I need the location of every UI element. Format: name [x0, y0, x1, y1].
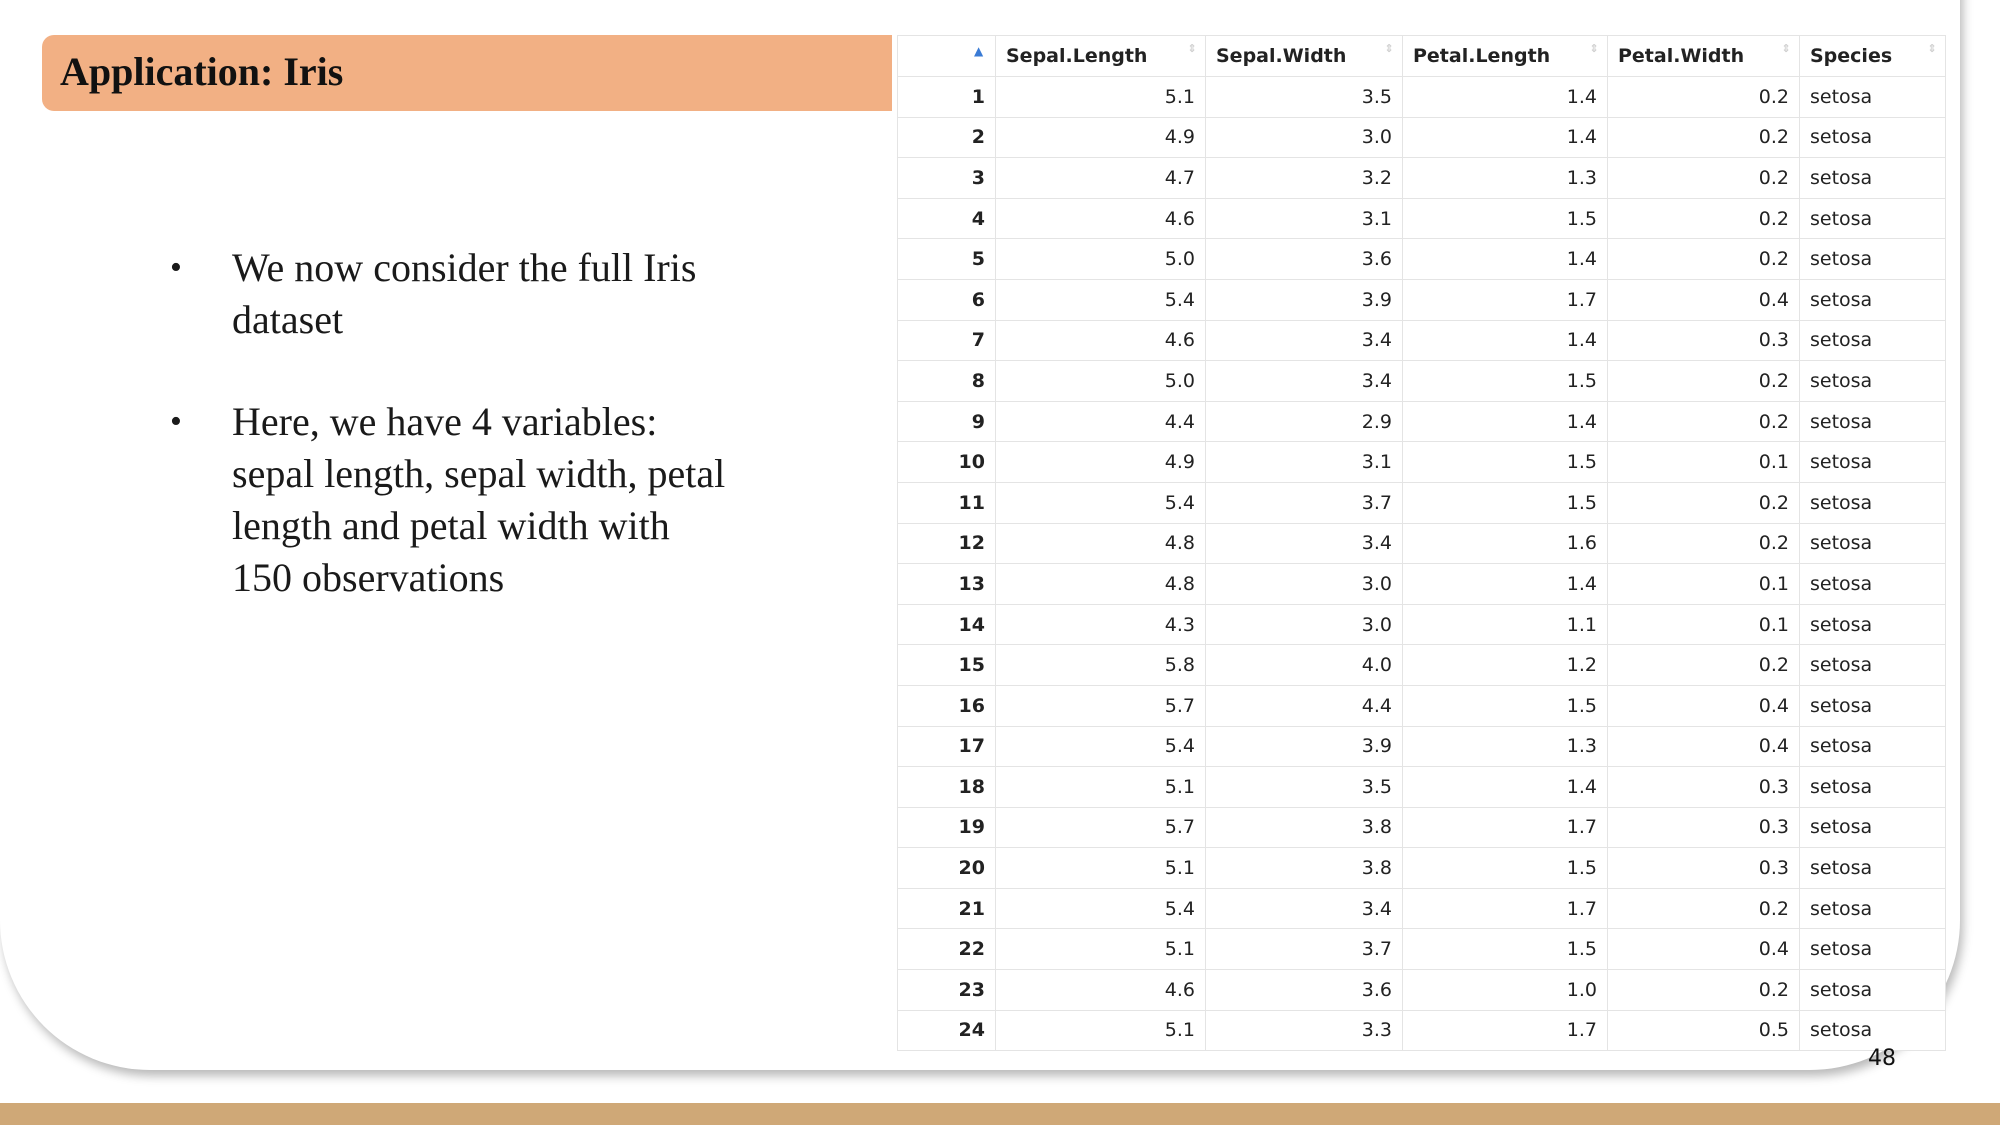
petal-length-cell: 1.5 [1403, 848, 1608, 889]
sepal-width-cell: 3.1 [1206, 442, 1403, 483]
bullet-item [170, 242, 730, 346]
sepal-length-cell: 4.6 [996, 970, 1206, 1011]
sepal-length-cell: 4.4 [996, 401, 1206, 442]
petal-length-cell: 1.3 [1403, 726, 1608, 767]
column-header-species[interactable] [1800, 36, 1946, 77]
sort-icon[interactable]: ⇕ [1187, 42, 1197, 55]
petal-length-cell: 1.5 [1403, 361, 1608, 402]
sepal-width-cell: 3.7 [1206, 929, 1403, 970]
column-header-petal-length[interactable] [1403, 36, 1608, 77]
sepal-width-cell: 3.5 [1206, 77, 1403, 118]
data-table-container [897, 35, 1945, 1051]
petal-length-cell: 1.5 [1403, 482, 1608, 523]
sepal-length-cell: 4.9 [996, 117, 1206, 158]
table-header-row [898, 36, 1946, 77]
table-row[interactable] [898, 320, 1946, 361]
sort-icon[interactable]: ⇕ [1384, 42, 1394, 55]
sepal-length-cell: 5.1 [996, 1010, 1206, 1051]
petal-length-cell: 1.4 [1403, 77, 1608, 118]
petal-length-cell: 1.2 [1403, 645, 1608, 686]
footer-bar [0, 1103, 2000, 1125]
row-number: 17 [898, 726, 996, 767]
sepal-length-cell: 5.4 [996, 726, 1206, 767]
petal-width-cell: 0.2 [1608, 523, 1800, 564]
row-number: 3 [898, 158, 996, 199]
petal-length-cell: 1.3 [1403, 158, 1608, 199]
species-cell: setosa [1800, 198, 1946, 239]
table-row[interactable] [898, 523, 1946, 564]
petal-length-cell: 1.7 [1403, 888, 1608, 929]
table-row[interactable] [898, 604, 1946, 645]
petal-length-cell: 1.4 [1403, 767, 1608, 808]
sepal-length-cell: 5.8 [996, 645, 1206, 686]
sepal-width-cell: 3.8 [1206, 848, 1403, 889]
sepal-length-cell: 5.4 [996, 888, 1206, 929]
row-number: 22 [898, 929, 996, 970]
row-number: 7 [898, 320, 996, 361]
species-cell: setosa [1800, 77, 1946, 118]
row-number: 12 [898, 523, 996, 564]
sepal-length-cell: 5.4 [996, 482, 1206, 523]
petal-width-cell: 0.2 [1608, 401, 1800, 442]
column-header-sepal-width[interactable] [1206, 36, 1403, 77]
row-number: 11 [898, 482, 996, 523]
petal-length-cell: 1.4 [1403, 564, 1608, 605]
table-row[interactable] [898, 361, 1946, 402]
sort-icon[interactable]: ⇕ [1927, 42, 1937, 55]
species-cell: setosa [1800, 361, 1946, 402]
species-cell: setosa [1800, 645, 1946, 686]
petal-width-cell: 0.2 [1608, 645, 1800, 686]
row-number: 21 [898, 888, 996, 929]
petal-width-cell: 0.3 [1608, 320, 1800, 361]
row-number: 8 [898, 361, 996, 402]
petal-length-cell: 1.7 [1403, 279, 1608, 320]
petal-width-cell: 0.1 [1608, 564, 1800, 605]
sepal-length-cell: 5.1 [996, 929, 1206, 970]
row-number: 16 [898, 685, 996, 726]
petal-width-cell: 0.2 [1608, 970, 1800, 1011]
table-row[interactable] [898, 929, 1946, 970]
row-number: 6 [898, 279, 996, 320]
species-cell: setosa [1800, 726, 1946, 767]
column-header-sepal-length[interactable] [996, 36, 1206, 77]
sepal-length-cell: 4.8 [996, 564, 1206, 605]
petal-length-cell: 1.4 [1403, 320, 1608, 361]
petal-length-cell: 1.7 [1403, 1010, 1608, 1051]
column-header-label: Species [1810, 45, 1893, 67]
column-header-petal-width[interactable] [1608, 36, 1800, 77]
petal-width-cell: 0.2 [1608, 158, 1800, 199]
row-number: 24 [898, 1010, 996, 1051]
species-cell: setosa [1800, 604, 1946, 645]
row-number: 20 [898, 848, 996, 889]
slide-title: Application: Iris [60, 49, 344, 94]
table-row[interactable] [898, 239, 1946, 280]
bullet-item [170, 396, 730, 604]
sepal-length-cell: 4.6 [996, 320, 1206, 361]
petal-length-cell: 1.5 [1403, 198, 1608, 239]
table-row[interactable] [898, 888, 1946, 929]
table-row[interactable] [898, 198, 1946, 239]
sepal-length-cell: 4.6 [996, 198, 1206, 239]
row-number: 13 [898, 564, 996, 605]
petal-width-cell: 0.5 [1608, 1010, 1800, 1051]
row-index-header[interactable] [898, 36, 996, 77]
sepal-length-cell: 4.9 [996, 442, 1206, 483]
row-number: 15 [898, 645, 996, 686]
species-cell: setosa [1800, 929, 1946, 970]
petal-length-cell: 1.1 [1403, 604, 1608, 645]
petal-length-cell: 1.4 [1403, 239, 1608, 280]
table-row[interactable] [898, 77, 1946, 118]
sort-icon[interactable]: ⇕ [1589, 42, 1599, 55]
sepal-length-cell: 4.8 [996, 523, 1206, 564]
column-header-label: Sepal.Width [1216, 45, 1347, 67]
sepal-width-cell: 4.4 [1206, 685, 1403, 726]
petal-length-cell: 1.5 [1403, 929, 1608, 970]
table-row[interactable] [898, 767, 1946, 808]
species-cell: setosa [1800, 523, 1946, 564]
sepal-width-cell: 3.0 [1206, 604, 1403, 645]
petal-width-cell: 0.2 [1608, 77, 1800, 118]
row-number: 9 [898, 401, 996, 442]
petal-length-cell: 1.5 [1403, 685, 1608, 726]
species-cell: setosa [1800, 442, 1946, 483]
species-cell: setosa [1800, 767, 1946, 808]
petal-width-cell: 0.4 [1608, 279, 1800, 320]
bullet-icon: • [170, 249, 182, 286]
sepal-width-cell: 3.0 [1206, 564, 1403, 605]
petal-length-cell: 1.0 [1403, 970, 1608, 1011]
iris-data-table [897, 35, 1946, 1051]
sepal-width-cell: 3.4 [1206, 888, 1403, 929]
species-cell: setosa [1800, 1010, 1946, 1051]
table-row[interactable] [898, 685, 1946, 726]
row-number: 23 [898, 970, 996, 1011]
column-header-label: Sepal.Length [1006, 45, 1148, 67]
table-row[interactable] [898, 807, 1946, 848]
sepal-length-cell: 4.3 [996, 604, 1206, 645]
sepal-width-cell: 3.1 [1206, 198, 1403, 239]
species-cell: setosa [1800, 482, 1946, 523]
sepal-length-cell: 5.7 [996, 685, 1206, 726]
petal-width-cell: 0.4 [1608, 929, 1800, 970]
species-cell: setosa [1800, 117, 1946, 158]
table-row[interactable] [898, 482, 1946, 523]
species-cell: setosa [1800, 158, 1946, 199]
title-bar [42, 35, 892, 111]
petal-width-cell: 0.2 [1608, 198, 1800, 239]
sepal-width-cell: 3.4 [1206, 320, 1403, 361]
species-cell: setosa [1800, 564, 1946, 605]
sepal-width-cell: 4.0 [1206, 645, 1403, 686]
table-row[interactable] [898, 1010, 1946, 1051]
sort-icon[interactable]: ⇕ [1781, 42, 1791, 55]
sort-ascending-icon[interactable]: ▲ [974, 44, 984, 58]
species-cell: setosa [1800, 970, 1946, 1011]
species-cell: setosa [1800, 888, 1946, 929]
table-row[interactable] [898, 401, 1946, 442]
table-row[interactable] [898, 442, 1946, 483]
sepal-width-cell: 3.0 [1206, 117, 1403, 158]
sepal-width-cell: 3.9 [1206, 279, 1403, 320]
petal-width-cell: 0.1 [1608, 442, 1800, 483]
row-number: 18 [898, 767, 996, 808]
table-row[interactable] [898, 158, 1946, 199]
column-header-label: Petal.Width [1618, 45, 1745, 67]
sepal-width-cell: 3.4 [1206, 361, 1403, 402]
row-number: 14 [898, 604, 996, 645]
table-row[interactable] [898, 117, 1946, 158]
petal-width-cell: 0.2 [1608, 117, 1800, 158]
petal-width-cell: 0.3 [1608, 848, 1800, 889]
sepal-length-cell: 5.1 [996, 767, 1206, 808]
petal-width-cell: 0.2 [1608, 239, 1800, 280]
petal-length-cell: 1.6 [1403, 523, 1608, 564]
sepal-width-cell: 3.5 [1206, 767, 1403, 808]
sepal-length-cell: 5.4 [996, 279, 1206, 320]
petal-length-cell: 1.7 [1403, 807, 1608, 848]
sepal-length-cell: 5.0 [996, 239, 1206, 280]
petal-width-cell: 0.4 [1608, 685, 1800, 726]
row-number: 19 [898, 807, 996, 848]
petal-width-cell: 0.2 [1608, 482, 1800, 523]
sepal-width-cell: 3.4 [1206, 523, 1403, 564]
row-number: 10 [898, 442, 996, 483]
species-cell: setosa [1800, 239, 1946, 280]
species-cell: setosa [1800, 320, 1946, 361]
sepal-width-cell: 3.8 [1206, 807, 1403, 848]
bullet-text: We now consider the full Iris dataset [232, 245, 697, 342]
row-number: 5 [898, 239, 996, 280]
sepal-width-cell: 3.3 [1206, 1010, 1403, 1051]
species-cell: setosa [1800, 279, 1946, 320]
table-row[interactable] [898, 726, 1946, 767]
table-row[interactable] [898, 848, 1946, 889]
table-row[interactable] [898, 564, 1946, 605]
page-number: 48 [1868, 1046, 1896, 1071]
column-header-label: Petal.Length [1413, 45, 1551, 67]
row-number: 1 [898, 77, 996, 118]
sepal-width-cell: 2.9 [1206, 401, 1403, 442]
petal-width-cell: 0.3 [1608, 807, 1800, 848]
sepal-width-cell: 3.2 [1206, 158, 1403, 199]
bullet-text: Here, we have 4 variables: sepal length, sepal width, petal length and petal width with 150 observations [232, 399, 726, 600]
petal-width-cell: 0.2 [1608, 888, 1800, 929]
sepal-length-cell: 4.7 [996, 158, 1206, 199]
sepal-length-cell: 5.1 [996, 848, 1206, 889]
sepal-length-cell: 5.1 [996, 77, 1206, 118]
species-cell: setosa [1800, 401, 1946, 442]
sepal-width-cell: 3.7 [1206, 482, 1403, 523]
sepal-width-cell: 3.9 [1206, 726, 1403, 767]
petal-length-cell: 1.5 [1403, 442, 1608, 483]
species-cell: setosa [1800, 685, 1946, 726]
bullet-list [170, 242, 730, 654]
petal-width-cell: 0.4 [1608, 726, 1800, 767]
sepal-length-cell: 5.0 [996, 361, 1206, 402]
table-body [898, 77, 1946, 1051]
table-row[interactable] [898, 279, 1946, 320]
petal-width-cell: 0.3 [1608, 767, 1800, 808]
sepal-length-cell: 5.7 [996, 807, 1206, 848]
petal-width-cell: 0.2 [1608, 361, 1800, 402]
sepal-width-cell: 3.6 [1206, 970, 1403, 1011]
petal-length-cell: 1.4 [1403, 117, 1608, 158]
table-row[interactable] [898, 970, 1946, 1011]
row-number: 2 [898, 117, 996, 158]
sepal-width-cell: 3.6 [1206, 239, 1403, 280]
table-row[interactable] [898, 645, 1946, 686]
row-number: 4 [898, 198, 996, 239]
bullet-icon: • [170, 403, 182, 440]
petal-width-cell: 0.1 [1608, 604, 1800, 645]
species-cell: setosa [1800, 848, 1946, 889]
petal-length-cell: 1.4 [1403, 401, 1608, 442]
species-cell: setosa [1800, 807, 1946, 848]
